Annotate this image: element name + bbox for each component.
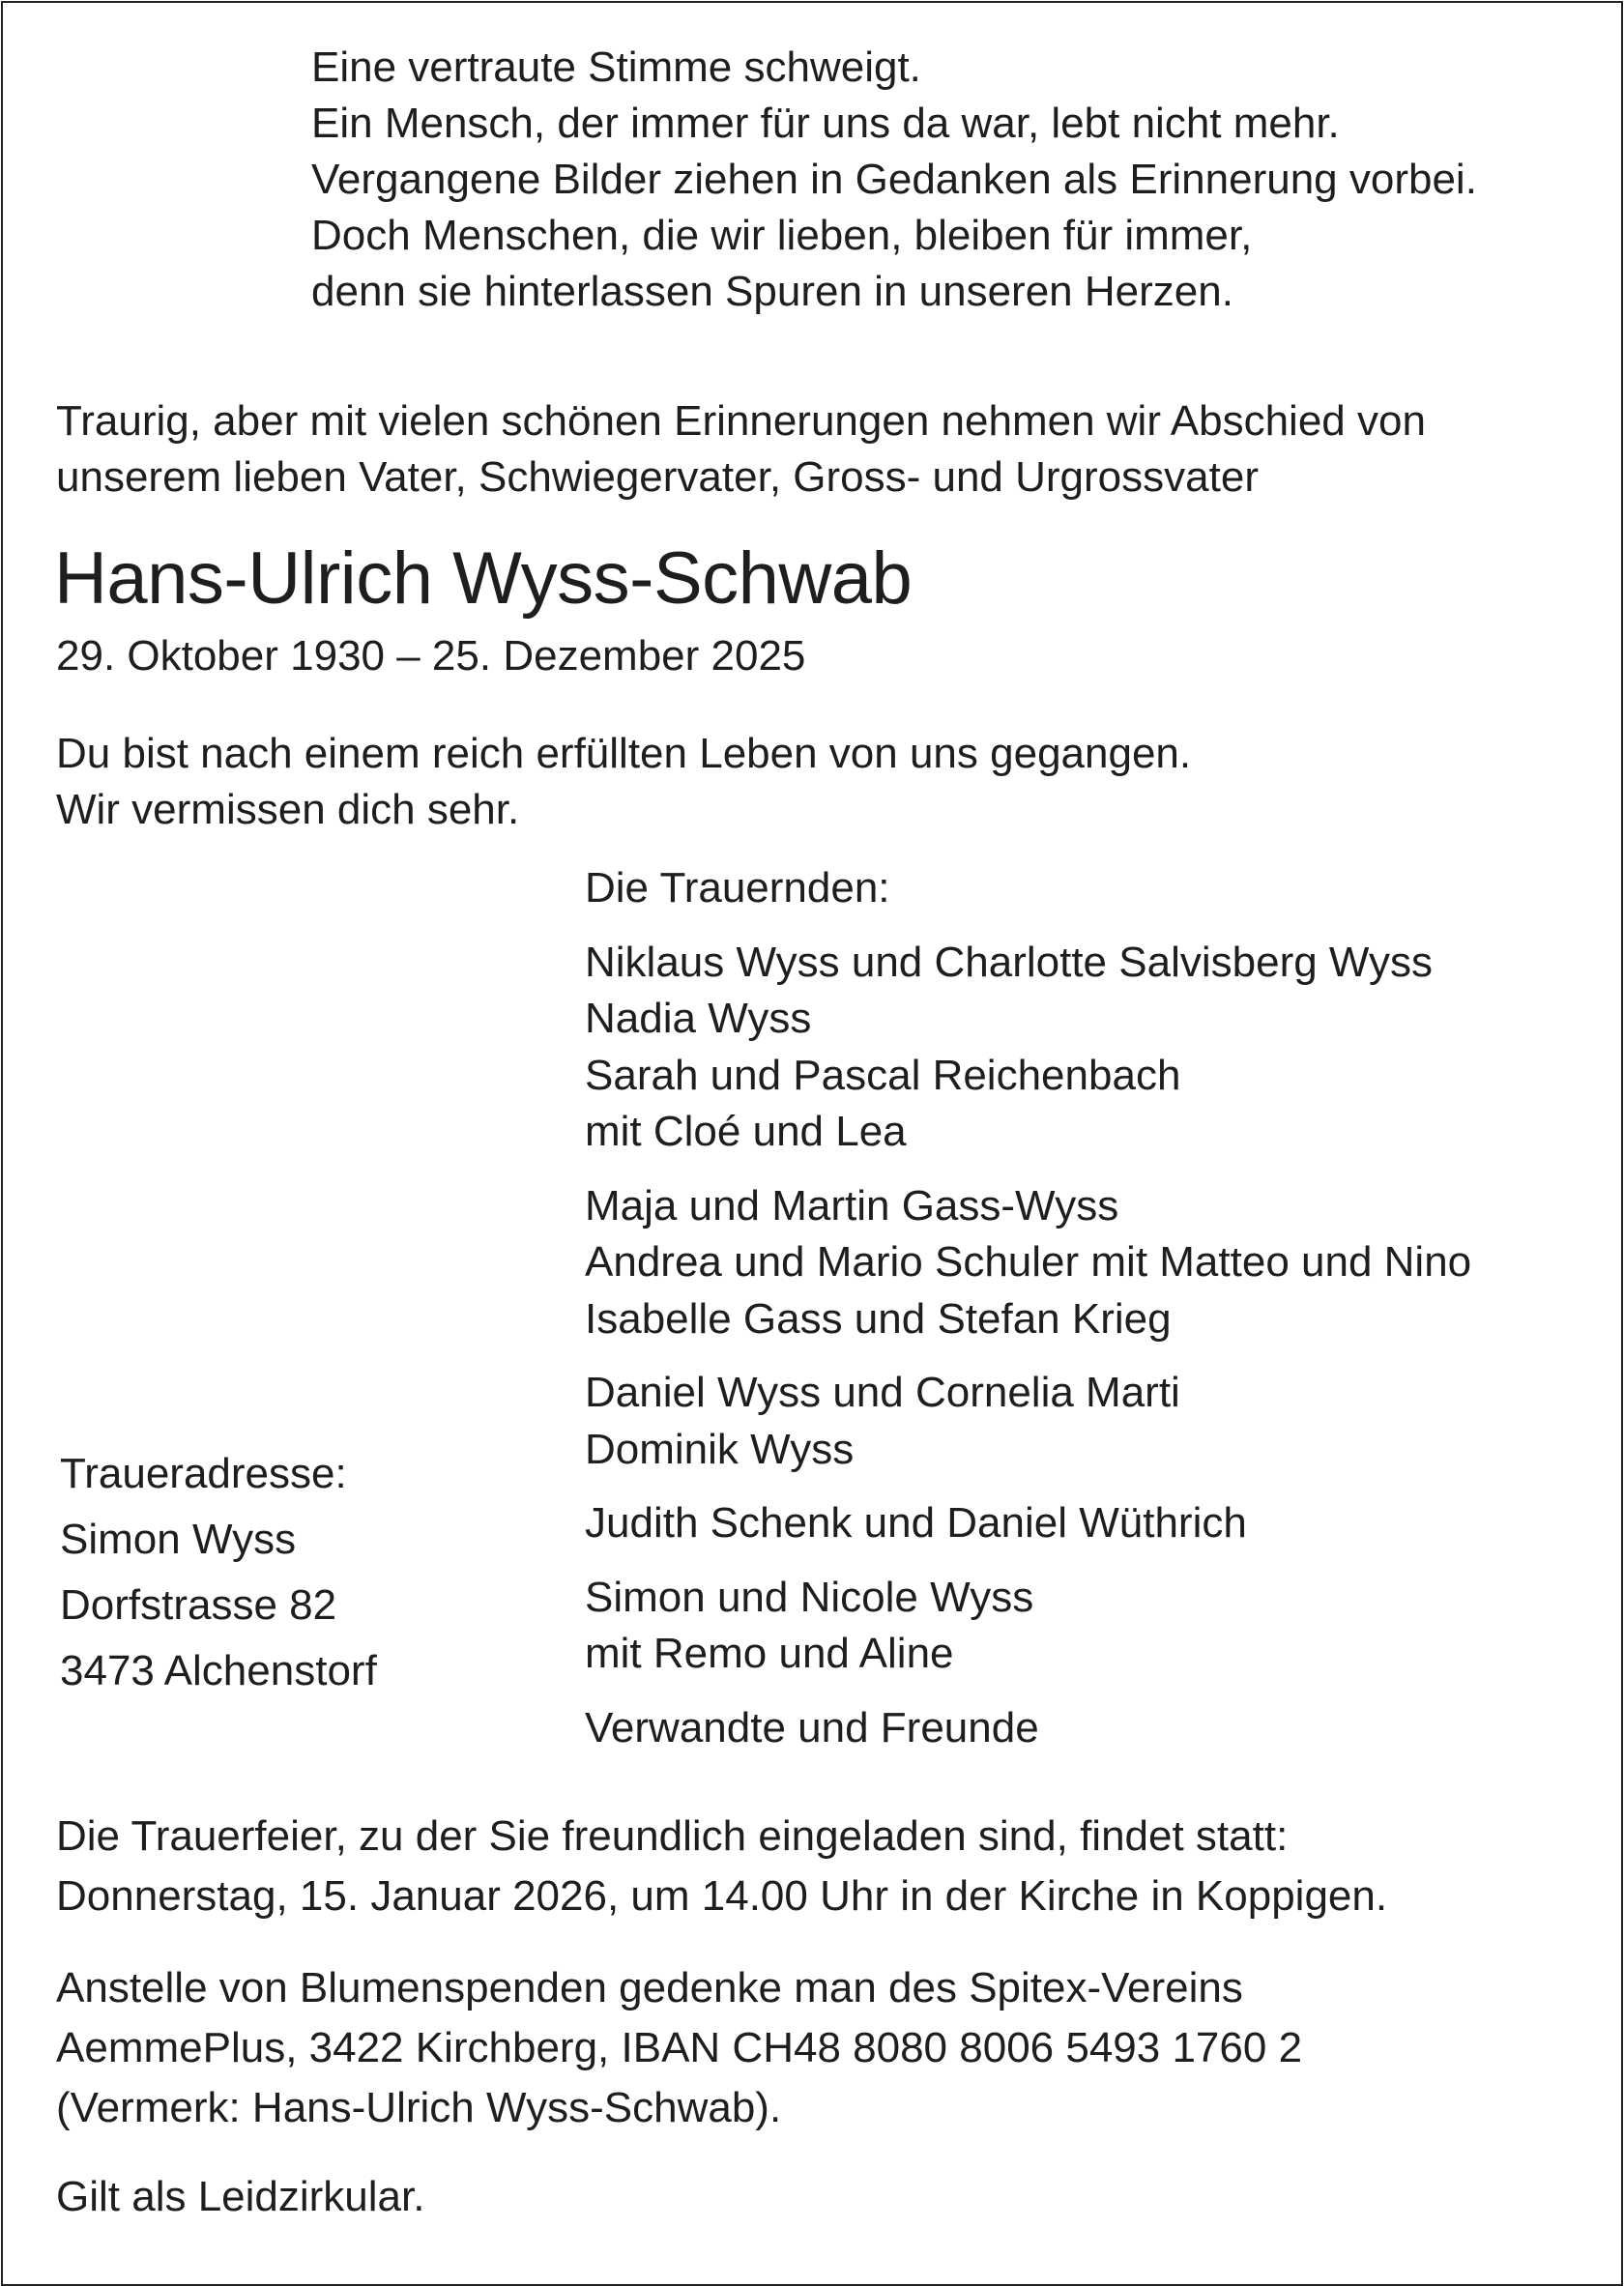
mourning-address (60, 1441, 377, 1704)
mourner-group (585, 1570, 1471, 1683)
service-line: Donnerstag, 15. Januar 2026, um 14.00 Uhr in der Kirche in Koppigen. (56, 1872, 1388, 1920)
address-city: 3473 Alchenstorf (60, 1647, 377, 1694)
mourner-entry: Dominik Wyss (585, 1425, 855, 1473)
mourner-entry: Niklaus Wyss und Charlotte Salvisberg Wyss (585, 938, 1434, 986)
life-dates: 29. Oktober 1930 – 25. Dezember 2025 (56, 632, 806, 680)
mourner-entry: Judith Schenk und Daniel Wüthrich (585, 1499, 1247, 1547)
poem-line: Eine vertraute Stimme schweigt. (311, 43, 921, 91)
farewell-line: Du bist nach einem reich erfüllten Leben von uns gegangen. (56, 730, 1192, 777)
mourner-entry: Andrea und Mario Schuler mit Matteo und Nino (585, 1238, 1472, 1286)
poem-line: Vergangene Bilder ziehen in Gedanken als Erinnerung vorbei. (311, 156, 1477, 203)
mourner-entry: Maja und Martin Gass-Wyss (585, 1181, 1119, 1230)
mourner-group (585, 1178, 1471, 1348)
mourner-group (585, 1700, 1471, 1757)
poem-line: denn sie hinterlassen Spuren in unseren Herzen. (311, 268, 1233, 315)
mourners-heading: Die Trauernden: (585, 864, 890, 912)
donation-line: Anstelle von Blumenspenden gedenke man des Spitex-Vereins (56, 1964, 1243, 2011)
service-line: Die Trauerfeier, zu der Sie freundlich eingeladen sind, findet statt: (56, 1812, 1289, 1860)
farewell-paragraph (56, 726, 1191, 838)
intro-paragraph (56, 393, 1426, 506)
deceased-name: Hans-Ulrich Wyss-Schwab (54, 537, 913, 620)
mourners-list (585, 860, 1471, 1756)
intro-line: unserem lieben Vater, Schwiegervater, Gross- und Urgrossvater (56, 453, 1259, 501)
mourner-entry: Sarah und Pascal Reichenbach (585, 1051, 1181, 1099)
circular-note: Gilt als Leidzirkular. (56, 2173, 425, 2220)
mourners-heading-group (585, 860, 1471, 917)
address-name: Simon Wyss (60, 1516, 297, 1563)
funeral-service-info (56, 1807, 1387, 1926)
mourner-entry: mit Remo und Aline (585, 1630, 954, 1677)
mourner-entry: Nadia Wyss (585, 995, 812, 1042)
address-label: Traueradresse: (60, 1450, 347, 1497)
farewell-line: Wir vermissen dich sehr. (56, 786, 520, 833)
mourner-entry: mit Cloé und Lea (585, 1108, 907, 1155)
donation-info (56, 1958, 1302, 2138)
intro-line: Traurig, aber mit vielen schönen Erinnerungen nehmen wir Abschied von (56, 397, 1426, 445)
mourner-entry: Simon und Nicole Wyss (585, 1573, 1034, 1621)
mourner-entry: Daniel Wyss und Cornelia Marti (585, 1369, 1180, 1416)
address-street: Dorfstrasse 82 (60, 1581, 337, 1629)
mourner-group (585, 1495, 1471, 1552)
donation-line: (Vermerk: Hans-Ulrich Wyss-Schwab). (56, 2084, 782, 2131)
poem (311, 40, 1477, 320)
poem-line: Ein Mensch, der immer für uns da war, lebt nicht mehr. (311, 100, 1340, 147)
mourner-entry: Verwandte und Freunde (585, 1703, 1039, 1751)
mourner-entry: Isabelle Gass und Stefan Krieg (585, 1294, 1172, 1343)
mourner-group (585, 1365, 1471, 1478)
poem-line: Doch Menschen, die wir lieben, bleiben für immer, (311, 212, 1253, 259)
donation-line: AemmePlus, 3422 Kirchberg, IBAN CH48 8080 8006 5493 1760 2 (56, 2024, 1303, 2071)
mourner-group (585, 935, 1471, 1161)
